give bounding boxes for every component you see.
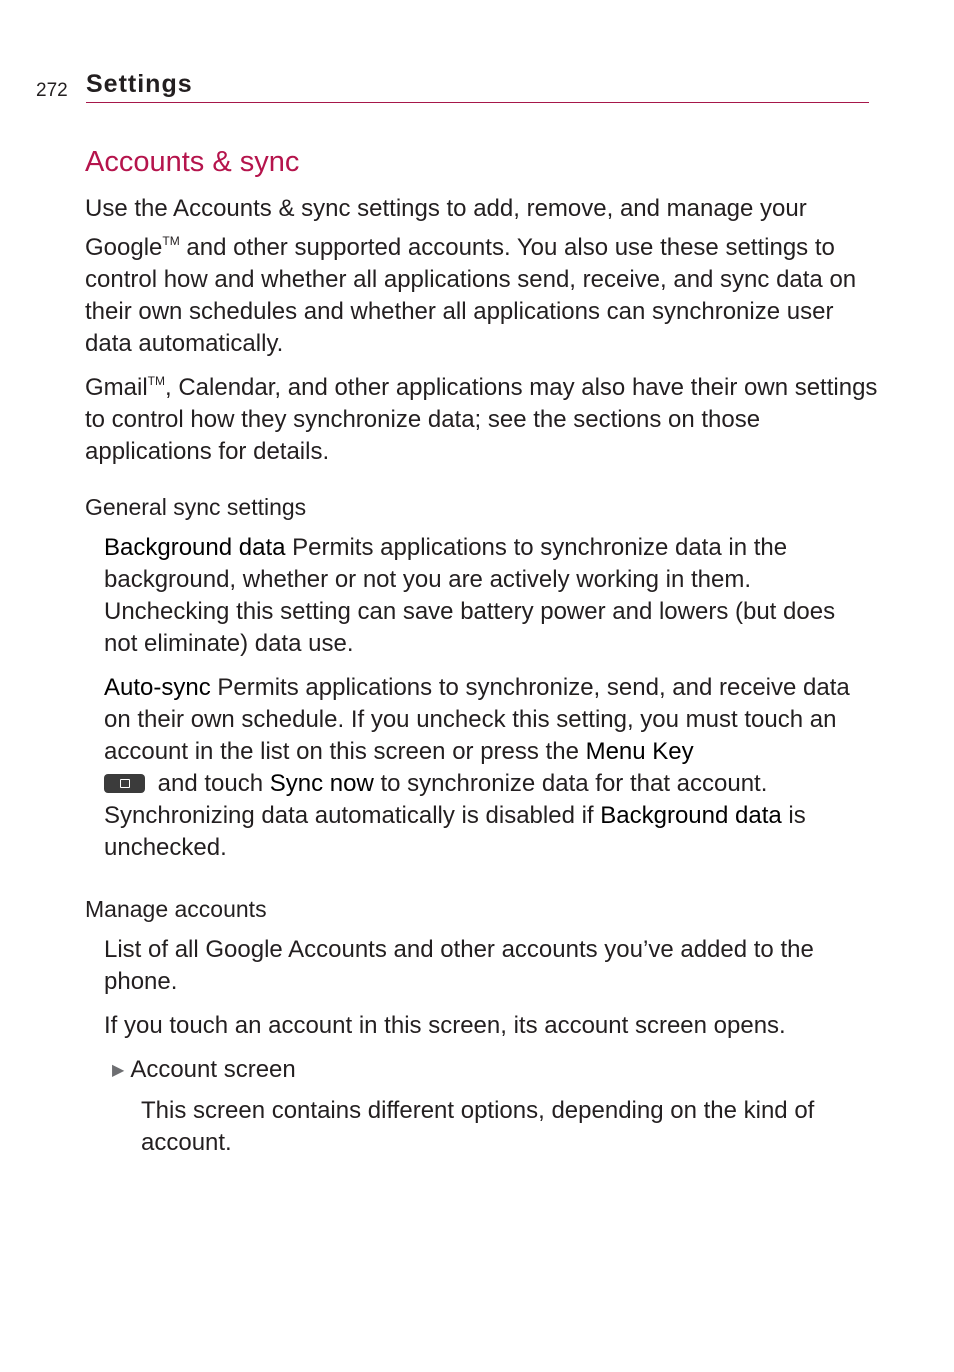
background-data-term: Background data	[104, 534, 286, 561]
menu-key-icon	[104, 774, 145, 793]
manage-accounts-paragraph-1: List of all Google Accounts and other accounts you’ve added to the phone.	[104, 936, 814, 995]
triangle-right-icon: ▶	[112, 1062, 125, 1079]
manage-accounts-paragraph-2: If you touch an account in this screen, its account screen opens.	[104, 1012, 786, 1039]
background-data-term: Background data	[600, 802, 782, 829]
page-header	[36, 70, 869, 104]
trademark-mark: TM	[162, 234, 180, 248]
manage-accounts-heading: Manage accounts	[85, 896, 267, 922]
menu-key-term: Menu Key	[585, 738, 694, 765]
background-data-description: Background data Permits applications to synchronize data in the background, whether or not you are actively working in them. Unchecking this setting can save battery power and lowers (but does not eliminate) data use.	[104, 534, 836, 657]
page-number: 272	[36, 80, 68, 101]
header-rule	[86, 102, 869, 103]
general-sync-heading: General sync settings	[85, 494, 307, 520]
auto-sync-term: Auto-sync	[104, 674, 211, 701]
account-screen-heading: ▶ Account screen	[112, 1056, 296, 1083]
auto-sync-description: Auto-sync Permits applications to synchronize, send, and receive data on their own schedule. If you uncheck this setting, you must touch an account in the list on this screen or press the Menu Key and touch Sync now to synchronize data for that account. Synchronizing data automatically is disabled if Background data is unchecked.	[104, 674, 850, 861]
intro-paragraph-2: Gmail™, Calendar, and other applications may also have their own settings to control how they synchronize data; see the sections on those applications for details.	[85, 374, 878, 465]
account-screen-description: This screen contains different options, depending on the kind of account.	[141, 1097, 815, 1156]
section-name: Settings	[86, 70, 193, 98]
trademark-mark: TM	[147, 374, 165, 388]
sync-now-term: Sync now	[269, 770, 374, 797]
page-title: Accounts & sync	[85, 146, 300, 178]
intro-paragraph-1: Use the Accounts & sync settings to add, remove, and manage your Google™ and other supported accounts. You also use these settings to control how and whether all applications send, receive, and sync data on their own schedules and whether all applications can synchronize user data automatically.	[85, 195, 857, 357]
